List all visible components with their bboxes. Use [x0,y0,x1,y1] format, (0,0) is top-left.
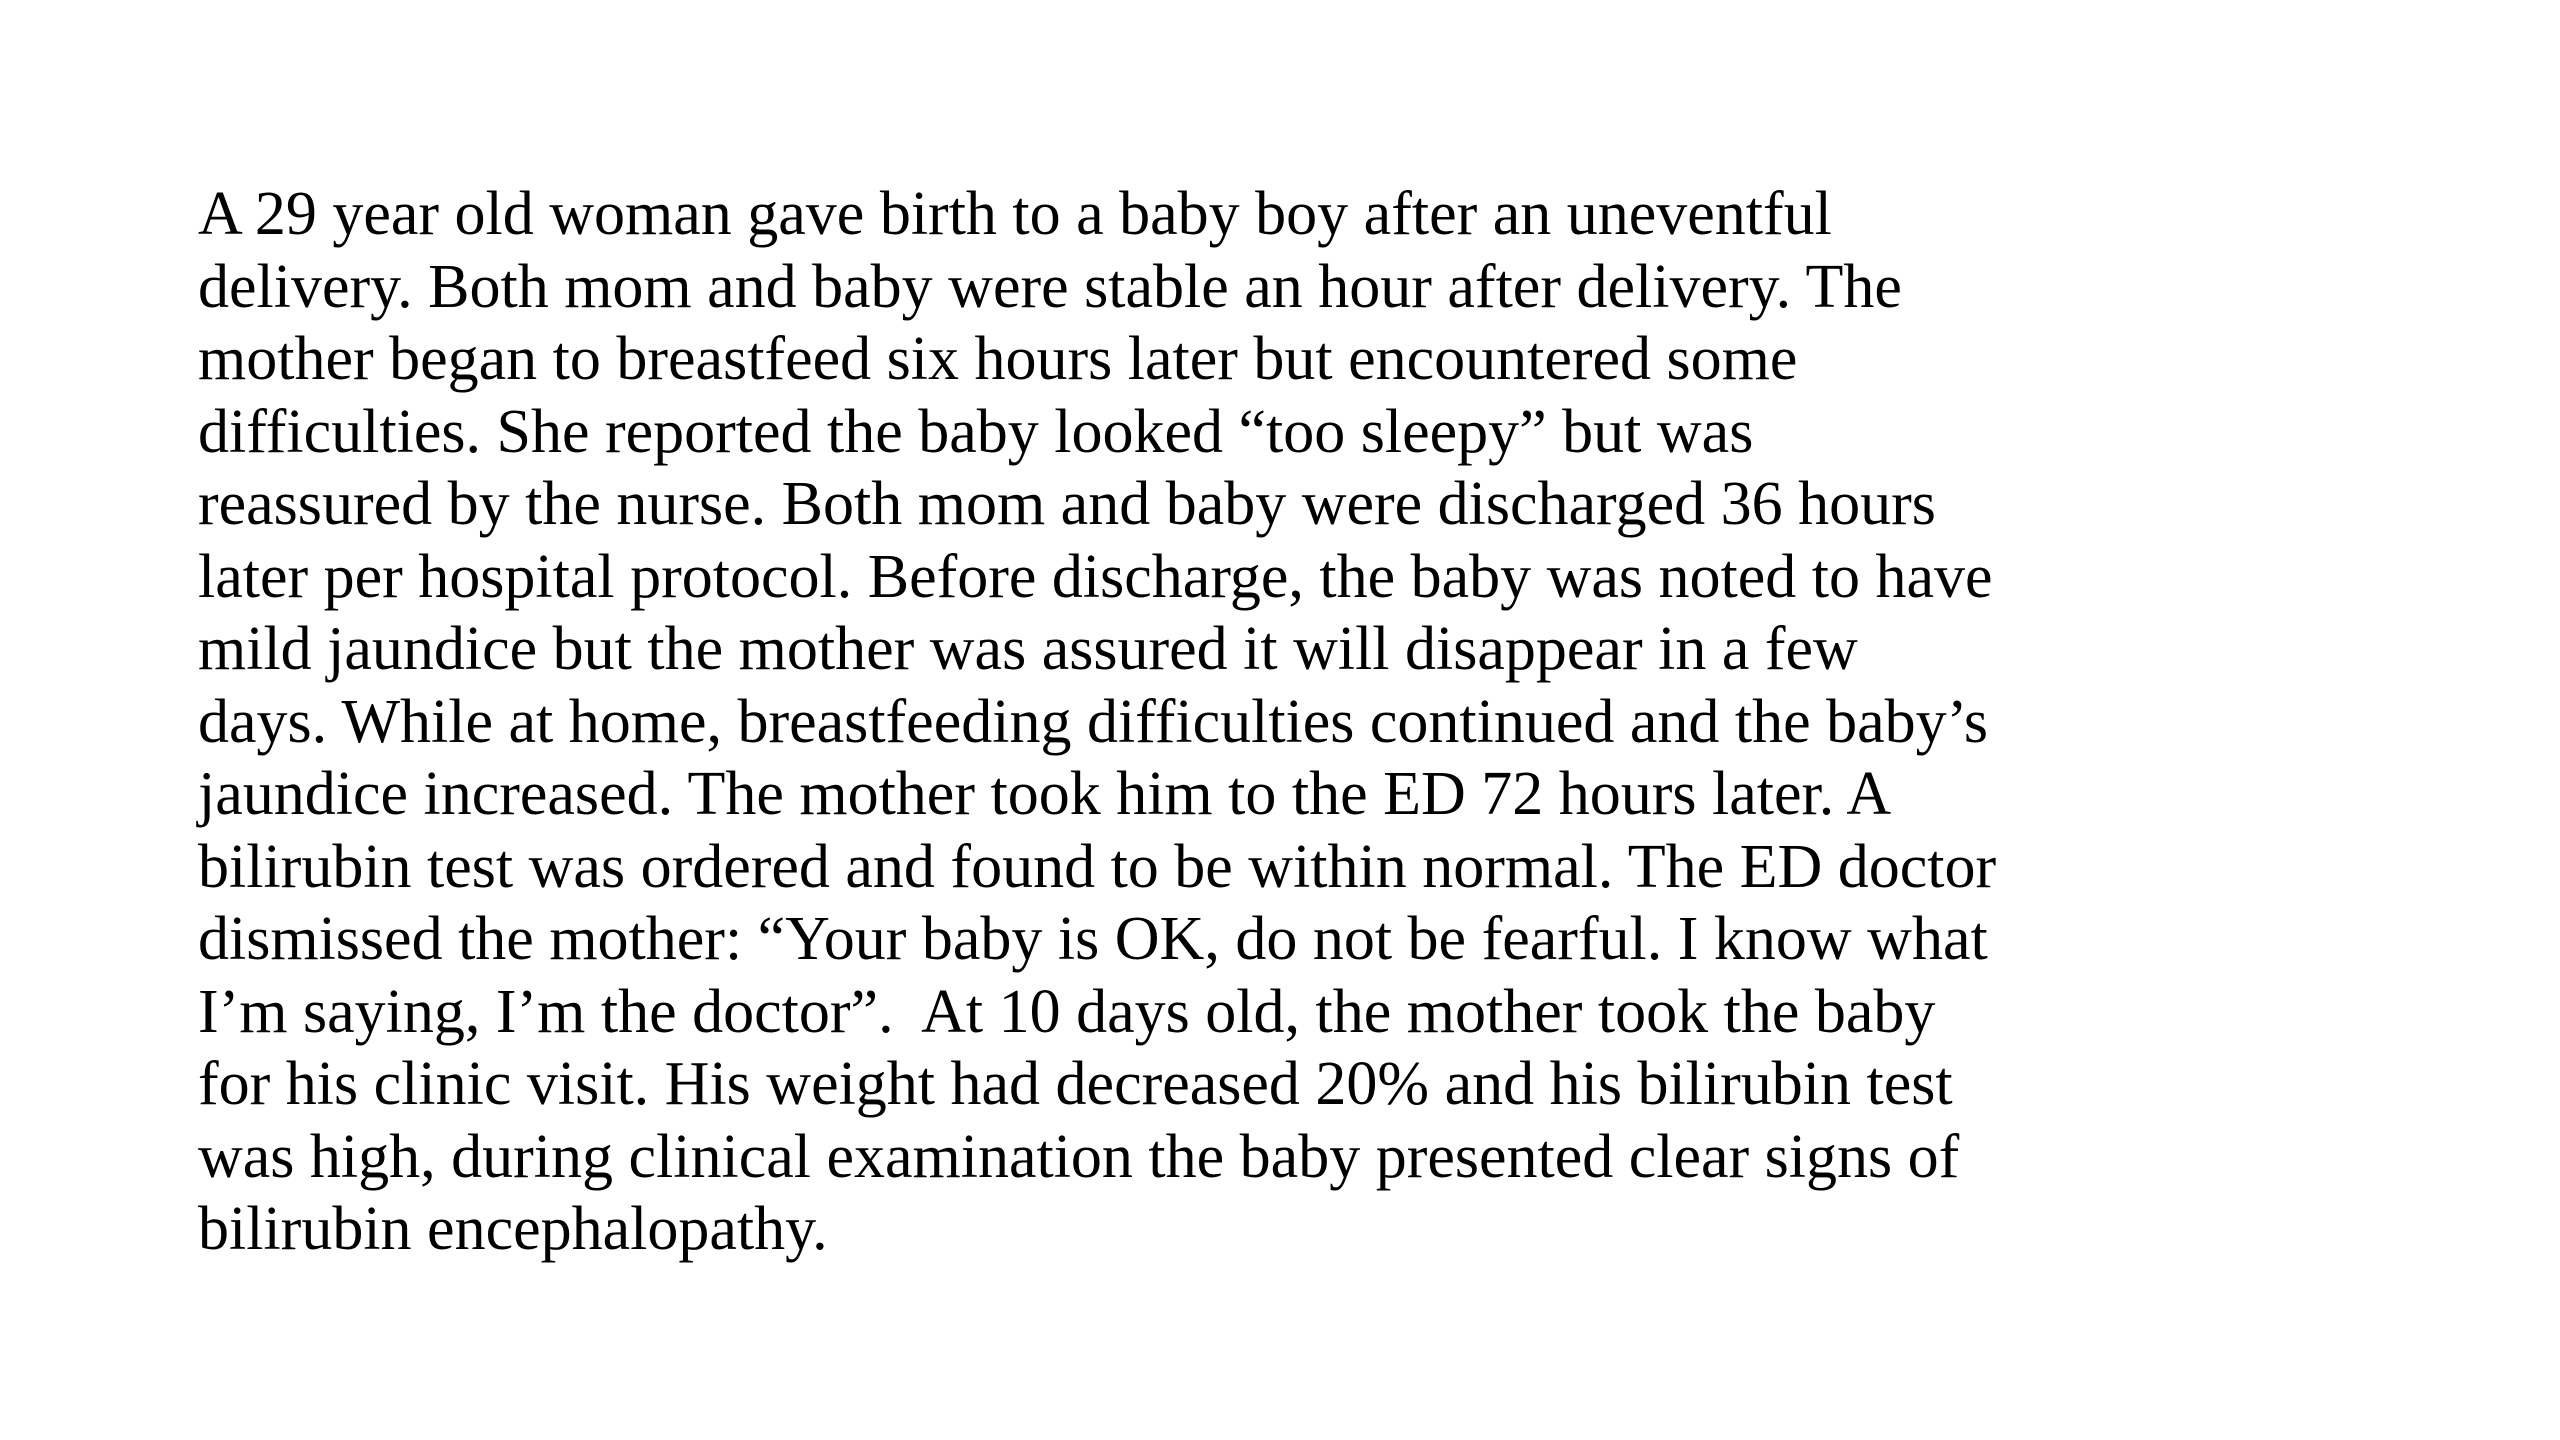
case-text-line: bilirubin test was ordered and found to be within normal. The ED doctor [198,832,1997,901]
case-text-line: mother began to breastfeed six hours later but encountered some [198,325,1798,393]
case-text-line: for his clinic visit. His weight had decreased 20% and his bilirubin test [198,1050,1953,1118]
case-text-line: I’m saying, I’m the doctor”. At 10 days old, the mother took the baby [198,977,1936,1046]
case-text-line: delivery. Both mom and baby were stable an hour after delivery. The [198,252,1902,321]
case-text-line: mild jaundice but the mother was assured it will disappear in a few [198,615,1858,683]
case-text-line: dismissed the mother: “Your baby is OK, do not be fearful. I know what [198,905,1988,973]
case-text-line: days. While at home, breastfeeding difficulties continued and the baby’s [198,687,1989,756]
case-text-line: A 29 year old woman gave birth to a baby boy after an uneventful [198,180,1832,248]
case-text-line: jaundice increased. The mother took him to the ED 72 hours later. A [198,760,1892,828]
case-text-line: bilirubin encephalopathy. [198,1195,828,1263]
case-text-line: reassured by the nurse. Both mom and baby were discharged 36 hours [198,470,1936,538]
case-text-line: was high, during clinical examination the baby presented clear signs of [198,1122,1960,1191]
case-text-line: later per hospital protocol. Before discharge, the baby was noted to have [198,542,1993,611]
case-text-line: difficulties. She reported the baby looked “too sleepy” but was [198,397,1754,466]
case-description-paragraph [198,178,2438,1266]
